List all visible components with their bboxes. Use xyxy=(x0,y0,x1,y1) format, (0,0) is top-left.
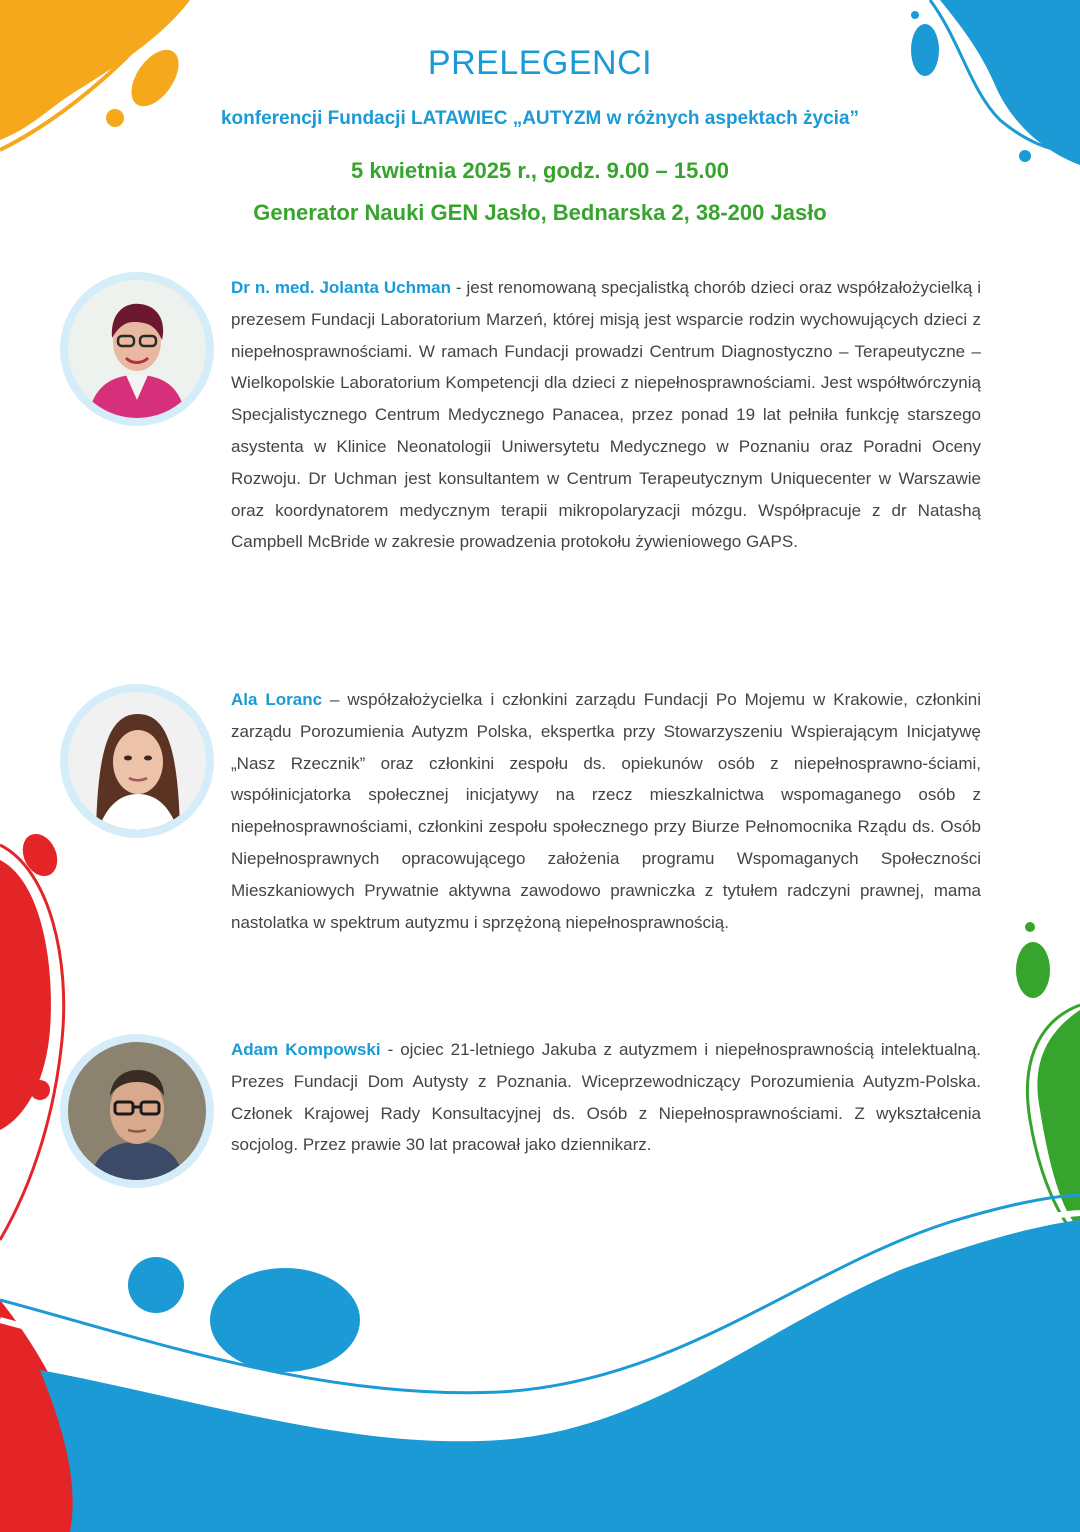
page-title: PRELEGENCI xyxy=(427,44,653,82)
speaker-name: Adam Kompowski xyxy=(231,1040,381,1059)
speaker-photo xyxy=(60,272,214,426)
portrait-woman-red-jacket xyxy=(68,280,206,418)
speaker-bio xyxy=(231,1034,981,1161)
speaker-description: - jest renomowaną specjalistką chorób dzieci oraz współzałożycielką i prezesem Fundacji Laboratorium Marzeń, której misją jest wsparcie rodzin wychowujących dzieci z niepełnosprawnościami. W ramach Fundacji prowadzi Centrum Diagnostyczno – Terapeutyczne – Wielkopolskie Laboratorium Kompetencji dla dzieci z niepełnosprawnościami. Jest współtwórczynią Specjalistycznego Centrum Medycznego Panacea, przez ponad 19 lat pełniła funkcję starszego asystenta w Klinice Neonatologii Uniwersytetu Medycznego w Poznaniu oraz Poradni Oceny Rozwoju. Dr Uchman jest konsultantem w Centrum Terapeutycznym Uniquecenter w Warszawie oraz koordynatorem medycznym terapii mikropolaryzacji mózgu. Współpracuje z dr Natashą Campbell McBride w zakresie prowadzenia protokołu żywieniowego GAPS. xyxy=(231,278,981,552)
event-date: 5 kwietnia 2025 r., godz. 9.00 – 15.00 xyxy=(351,158,729,183)
conference-subtitle: konferencji Fundacji LATAWIEC „AUTYZM w różnych aspektach życia” xyxy=(220,108,860,129)
speaker-bio xyxy=(231,272,981,558)
speaker-bio xyxy=(231,684,981,938)
portrait-man-glasses xyxy=(68,1042,206,1180)
event-venue: Generator Nauki GEN Jasło, Bednarska 2, 38-200 Jasło xyxy=(253,200,827,225)
speaker-name: Dr n. med. Jolanta Uchman xyxy=(231,278,451,297)
speaker-photo xyxy=(60,684,214,838)
speaker-description: – współzałożycielka i członkini zarządu Fundacji Po Mojemu w Krakowie, członkini zarządu Porozumienia Autyzm Polska, ekspertka przy Stowarzyszeniu Wspierającym Inicjatywę „Nasz Rzecznik” oraz członkini zespołu ds. opiekunów osób z niepełnosprawno-ściami, współinicjatorka społecznej inicjatywy na rzecz mieszkalnictwa wspomaganego osób z niepełnosprawnościami, członkini zespołu społecznego przy Biurze Pełnomocnika Rządu ds. Osób Niepełnosprawnych opracowującego założenia programu Wspomaganych Społeczności Mieszkaniowych Prywatnie aktywna zawodowo prawniczka z tytułem radczyni prawnej, mama nastolatka w spektrum autyzmu i sprzężoną niepełnosprawnością. xyxy=(231,690,981,932)
portrait-woman-brown-hair xyxy=(68,692,206,830)
speaker-name: Ala Loranc xyxy=(231,690,323,709)
speaker-photo xyxy=(60,1034,214,1188)
speaker-description: - ojciec 21-letniego Jakuba z autyzmem i niepełnosprawnością intelektualną. Prezes Fundacji Dom Autysty z Poznania. Wiceprzewodniczący Porozumienia Autyzm-Polska. Członek Krajowej Rady Konsultacyjnej ds. Osób z Niepełnosprawnościami. Z wykształcenia socjolog. Przez prawie 30 lat pracował jako dziennikarz. xyxy=(231,1040,981,1155)
